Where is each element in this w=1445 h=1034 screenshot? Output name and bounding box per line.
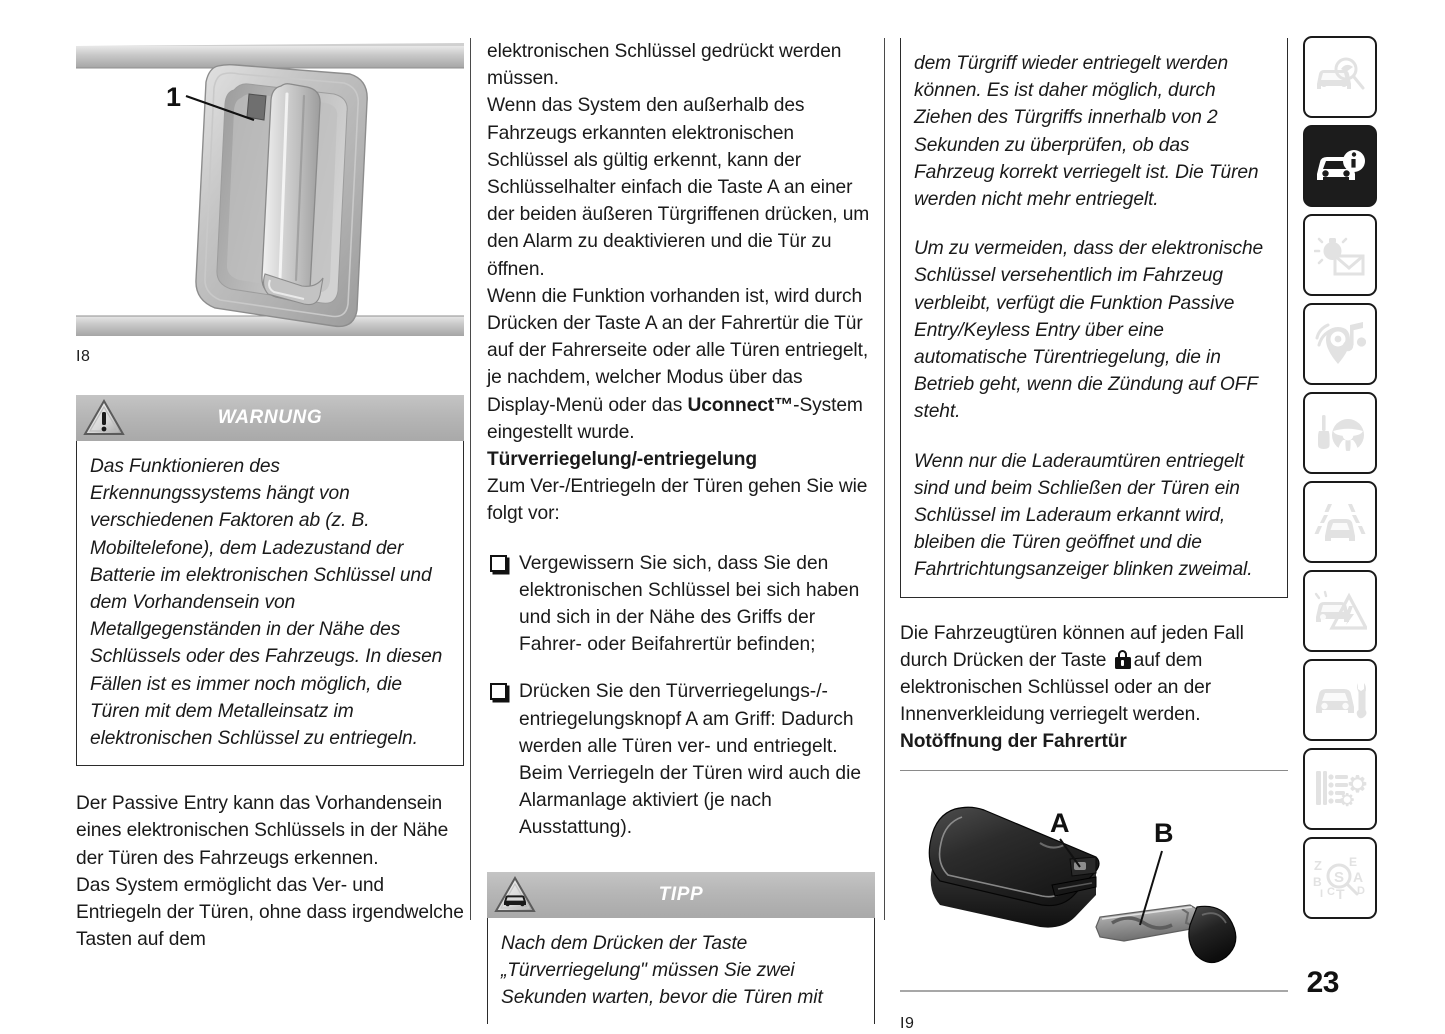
svg-text:Z: Z	[1314, 858, 1322, 873]
technical-specs-tab[interactable]	[1303, 748, 1377, 830]
svg-text:A: A	[1353, 869, 1364, 885]
starting-driving-tab[interactable]	[1303, 392, 1377, 474]
list-item-text: Drücken Sie den Türverriegelungs-/-entriegelungsknopf A am Griff: Dadurch werden alle Türen ver- und entriegelt. Beim Verriegeln der Türen wird auch die Alarmanlage aktiviert (je nach Ausstattung).	[519, 681, 862, 839]
list-item	[487, 678, 875, 841]
col2-p3-lead: Wenn die Funktion vorhanden ist, wird durch Drücken der Taste A an der Fahrertür die Tür auf der Fahrerseite oder alle Türen entriegelt, je nachdem, welcher Modus über das Display-Menü oder das	[487, 285, 869, 416]
car-wrench-icon	[1313, 679, 1367, 721]
svg-text:B: B	[1154, 817, 1174, 848]
door-handle-figure	[76, 38, 464, 343]
infotainment-tab[interactable]	[1303, 303, 1377, 385]
col3-heading-emergency-opening: Notöffnung der Fahrertür	[900, 731, 1127, 753]
figure-caption-i9: I9	[900, 1014, 915, 1032]
tip-continued-paragraph-1: dem Türgriff wieder entriegelt werden können. Es ist daher möglich, durch Ziehen des Türgriffs innerhalb von 2 Sekunden zu überprüfen, ob das Fahrzeug korrekt verriegelt ist. Die Türen werden nicht mehr entriegelt.	[914, 53, 1259, 211]
svg-text:I: I	[1320, 888, 1324, 900]
column-divider-2	[884, 38, 885, 920]
car-info-icon	[1313, 146, 1367, 186]
warning-lights-tab[interactable]	[1303, 214, 1377, 296]
col3-lock-tail: auf dem elektronischen Schlüssel oder an der Innenverkleidung verriegelt werden.	[900, 649, 1212, 726]
warning-text: Das Funktionieren des Erkennungssystems hängt von verschiedenen Faktoren ab (z. B. Mobiltelefone), dem Ladezustand der Batterie im elektronischen Schlüssel und dem Vorhandensein von Metallgegenständen in der Nähe des Schlüssels oder des Fahrzeugs. In diesen Fällen ist es immer noch möglich, die Türen mit dem Metalleinsatz im elektronischen Schlüssel zu entriegeln.	[90, 456, 443, 750]
warning-note-box	[76, 441, 464, 766]
svg-text:C: C	[1327, 886, 1335, 898]
svg-text:D: D	[1357, 885, 1365, 897]
list-item-text: Vergewissern Sie sich, dass Sie den elektronischen Schlüssel bei sich haben und sich in der Nähe des Griffs der Fahrer- oder Beifahrertür befinden;	[519, 552, 860, 656]
chapter-tab-rail	[1303, 36, 1377, 926]
col2-paragraph-2: Wenn das System den außerhalb des Fahrzeugs erkannten elektronischen Schlüssel als gültig erkennt, kann der Schlüsselhalter einfach die Taste A an einer der beiden äußeren Türgriffenen drücken, um den Alarm zu deaktivieren und die Tür zu öffnen.	[487, 95, 870, 280]
lamp-envelope-icon	[1314, 233, 1366, 277]
col2-paragraph-1: elektronischen Schlüssel gedrückt werden müssen.	[487, 41, 842, 90]
maintenance-tab[interactable]	[1303, 659, 1377, 741]
svg-text:B: B	[1313, 875, 1322, 889]
col3-paragraph-lock	[900, 620, 1288, 729]
svg-text:A: A	[1050, 807, 1070, 838]
col2-p3-tail: -System eingestellt wurde.	[487, 394, 863, 443]
col2-heading-door-locking: Türverriegelung/-entriegelung	[487, 449, 758, 471]
tip-car-triangle-icon	[493, 875, 537, 915]
figure-caption-i8: I8	[76, 348, 91, 365]
driving-assistance-tab[interactable]	[1303, 481, 1377, 563]
column-divider-1	[470, 38, 471, 920]
key-fob-figure	[900, 777, 1288, 1034]
letters-magnifier-icon	[1312, 856, 1368, 900]
vehicle-info-tab[interactable]	[1303, 125, 1377, 207]
tip-continued-paragraph-2: Um zu vermeiden, dass der elektronische Schlüssel versehentlich im Fahrzeug verbleibt, verfügt die Funktion Passive Entry/Keyless Entry über eine automatische Türentriegelung, die in Betrieb geht, wenn die Zündung auf OFF steht.	[914, 238, 1264, 423]
audio-navigation-icon	[1314, 321, 1366, 367]
tip-note-box	[487, 918, 875, 1025]
tip-banner	[487, 872, 875, 918]
svg-text:E: E	[1349, 856, 1358, 869]
column-two	[487, 38, 875, 1024]
column-one	[76, 38, 464, 953]
svg-text:S: S	[1334, 869, 1345, 886]
section-rule	[900, 770, 1288, 771]
car-inspection-tab[interactable]	[1303, 36, 1377, 118]
warning-banner	[76, 395, 464, 441]
square-bullet-icon	[490, 683, 507, 700]
key-fob-with-emergency-key-illustration	[900, 777, 1288, 1009]
col1-paragraph-2: Das System ermöglicht das Ver- und Entriegeln der Türen, ohne dass irgendwelche Tasten auf dem	[76, 874, 464, 951]
list-gears-icon	[1313, 767, 1367, 811]
col3-lock-lead: Die Fahrzeugtüren können auf jeden Fall durch Drücken der Taste	[900, 622, 1244, 671]
square-bullet-icon	[490, 555, 507, 572]
key-steering-wheel-icon	[1314, 411, 1366, 455]
page-number: 23	[1306, 966, 1339, 999]
car-breakdown-triangle-icon	[1313, 590, 1367, 632]
tip-text: Nach dem Drücken der Taste „Türverriegelung" müssen Sie zwei Sekunden warten, bevor die Türen mit	[501, 932, 823, 1009]
uconnect-brand: Uconnect™	[687, 394, 794, 416]
emergency-tab[interactable]	[1303, 570, 1377, 652]
svg-text:T: T	[1336, 886, 1345, 900]
lock-icon	[1115, 650, 1131, 669]
warning-title: WARNUNG	[217, 407, 323, 428]
col1-paragraph-1: Der Passive Entry kann das Vorhandensein eines elektronischen Schlüssels in der Nähe der Türen des Fahrzeugs erkennen.	[76, 793, 449, 869]
column-three	[900, 38, 1288, 1034]
col2-paragraph-3	[487, 283, 875, 446]
car-magnifier-icon	[1313, 56, 1367, 98]
col2-paragraph-4: Zum Ver-/Entriegeln der Türen gehen Sie wie folgt vor:	[487, 476, 868, 525]
tip-title: TIPP	[658, 883, 704, 905]
col2-procedure-list	[487, 550, 875, 842]
svg-text:1: 1	[166, 82, 182, 112]
door-handle-illustration	[76, 38, 464, 343]
tip-note-box-continued	[900, 38, 1288, 598]
tip-continued-paragraph-3: Wenn nur die Laderaumtüren entriegelt sind und beim Schließen der Türen ein Schlüssel im Laderaum erkannt wird, bleiben die Türen geöffnet und die Fahrtrichtungsanzeiger blinken zweimal.	[914, 450, 1253, 581]
list-item	[487, 550, 875, 659]
lane-assist-car-icon	[1313, 500, 1367, 544]
warning-triangle-icon	[82, 398, 126, 438]
alphabetical-index-tab[interactable]	[1303, 837, 1377, 919]
